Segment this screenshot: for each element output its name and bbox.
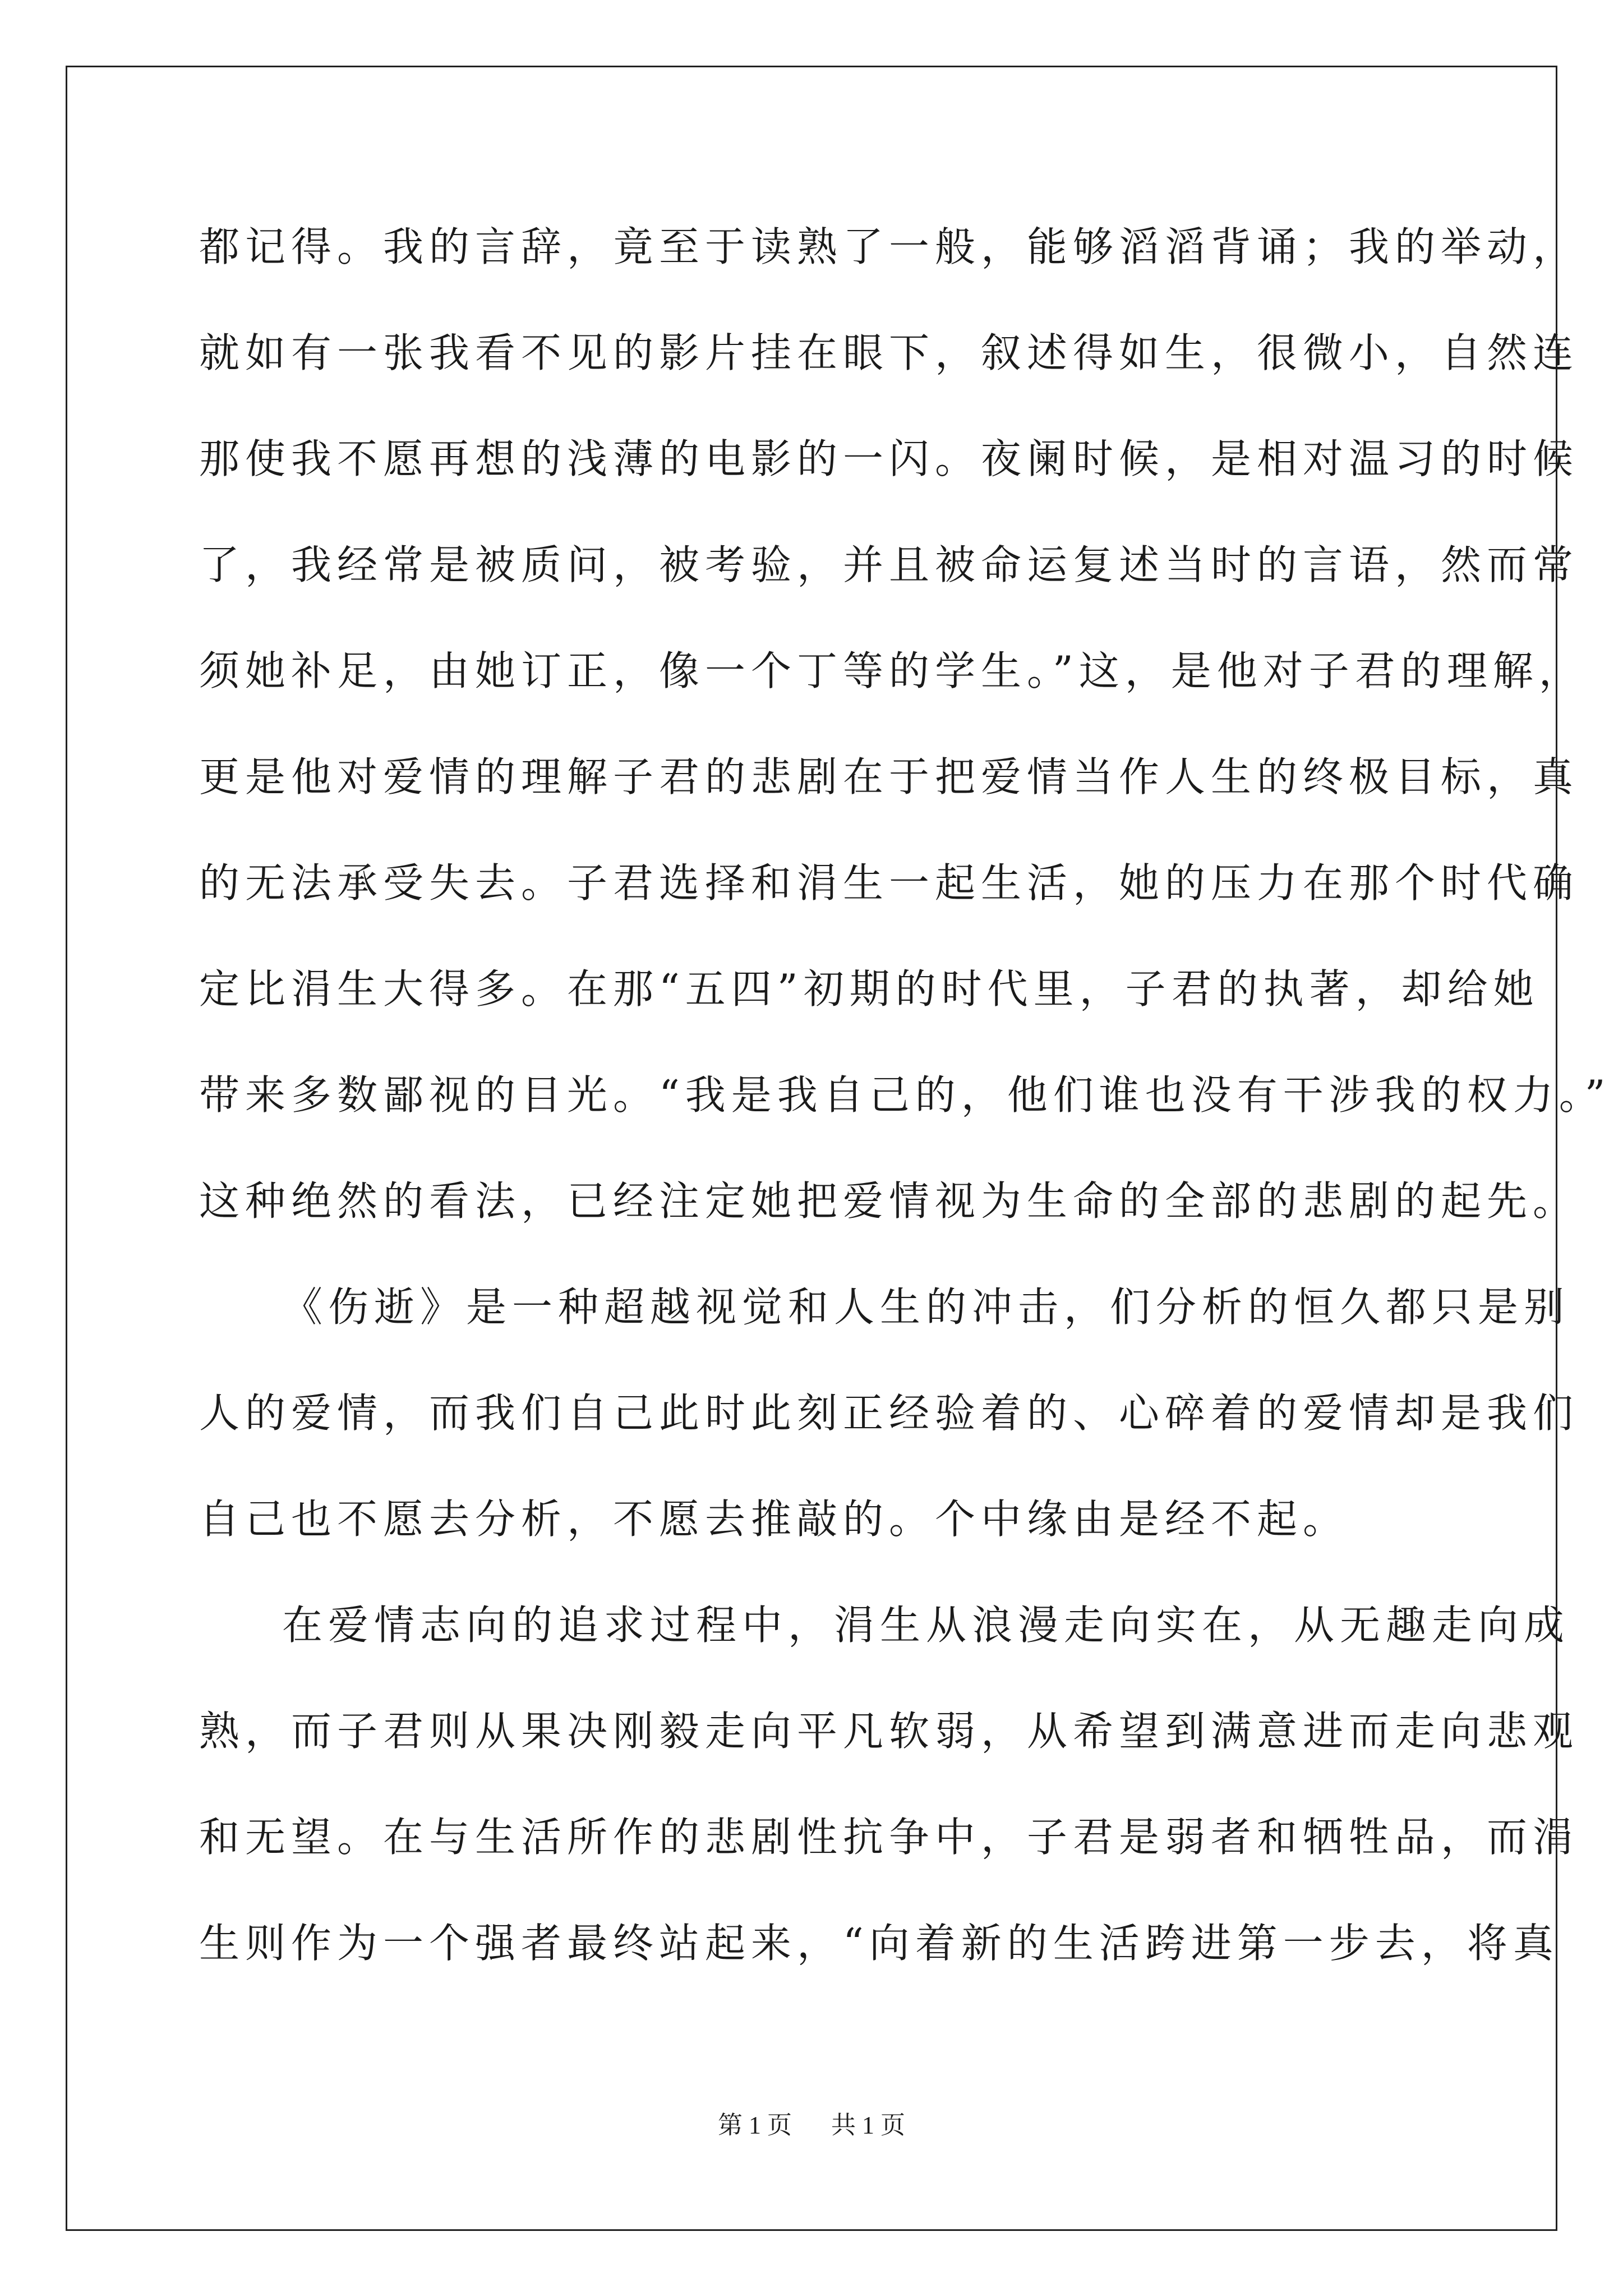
text-line: 自己也不愿去分析，不愿去推敲的。个中缘由是经不起。	[199, 1496, 1349, 1543]
paragraph-first-line: 《伤逝》是一种超越视觉和人生的冲击，们分析的恒久都只是别	[282, 1283, 1570, 1331]
text-line: 生则作为一个强者最终站起来，“向着新的生活跨进第一步去，将真	[199, 1920, 1559, 1967]
text-line: 须她补足，由她订正，像一个丁等的学生。”这，是他对子君的理解，	[199, 647, 1585, 694]
text-line: 和无望。在与生活所作的悲剧性抗争中，子君是弱者和牺牲品，而涓	[199, 1814, 1579, 1861]
text-line: 的无法承受失去。子君选择和涓生一起生活，她的压力在那个时代确	[199, 859, 1579, 907]
text-line: 这种绝然的看法，已经注定她把爱情视为生命的全部的悲剧的起先。	[199, 1177, 1579, 1225]
text-line: 更是他对爱情的理解子君的悲剧在于把爱情当作人生的终极目标，真	[199, 753, 1579, 800]
text-line: 就如有一张我看不见的影片挂在眼下，叙述得如生，很微小，自然连	[199, 329, 1579, 376]
text-line: 带来多数鄙视的目光。“我是我自己的，他们谁也没有干涉我的权力。”	[199, 1071, 1611, 1119]
page-number: 第 1 页	[718, 2111, 792, 2139]
text-line: 那使我不愿再想的浅薄的电影的一闪。夜阑时候，是相对温习的时候	[199, 435, 1579, 482]
text-line: 都记得。我的言辞，竟至于读熟了一般，能够滔滔背诵；我的举动，	[199, 223, 1579, 270]
text-line: 熟，而子君则从果决刚毅走向平凡软弱，从希望到满意进而走向悲观	[199, 1708, 1579, 1755]
paragraph-first-line: 在爱情志向的追求过程中，涓生从浪漫走向实在，从无趣走向成	[282, 1602, 1570, 1649]
page-total: 共 1 页	[831, 2111, 905, 2139]
document-body	[199, 213, 1611, 2016]
text-line: 了，我经常是被质问，被考验，并且被命运复述当时的言语，然而常	[199, 541, 1579, 588]
text-line: 人的爱情，而我们自己此时此刻正经验着的、心碎着的爱情却是我们	[199, 1389, 1579, 1437]
text-line: 定比涓生大得多。在那“五四”初期的时代里，子君的执著，却给她	[199, 965, 1539, 1013]
page-footer	[0, 2105, 1623, 2141]
